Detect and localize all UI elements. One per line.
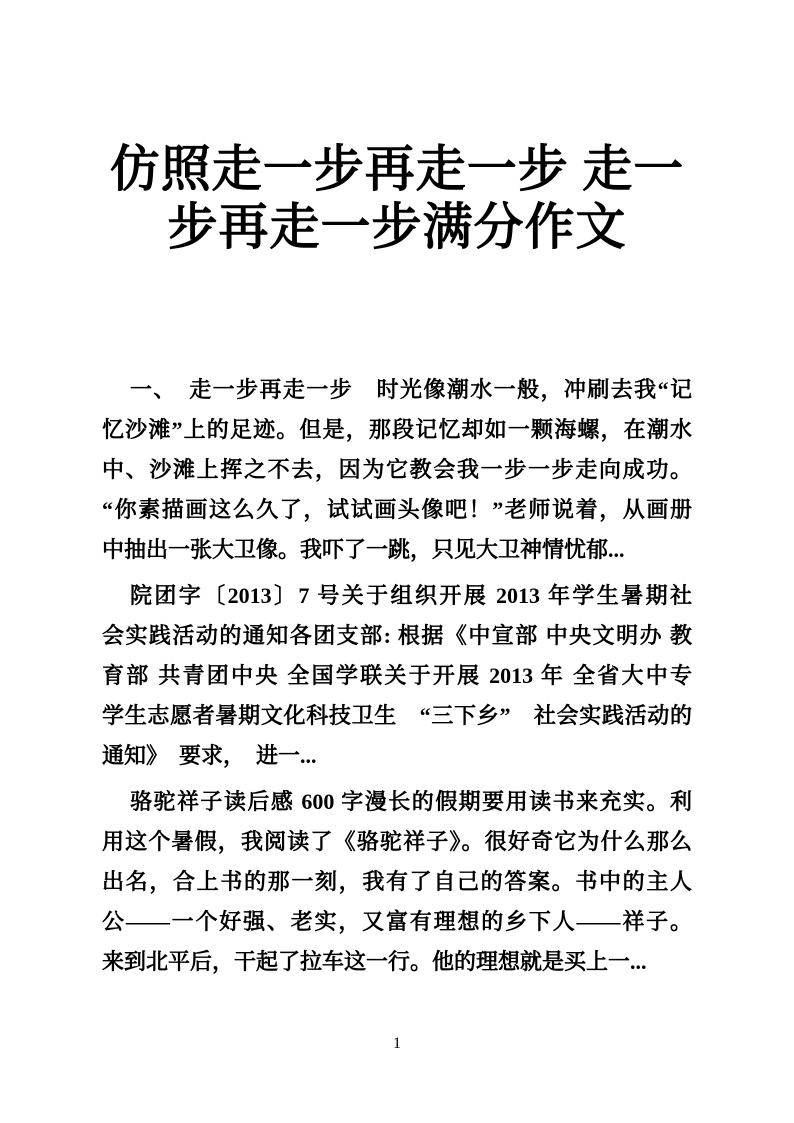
paragraph-3-line-2: 用这个暑假，我阅读了《骆驼祥子》。很好奇它为什么那么 <box>102 829 692 854</box>
title-line-2: 步再走一步满分作文 <box>167 199 627 255</box>
paragraph-1-line-1: 一、 走一步再走一步 时光像潮水一般，冲刷去我“记 <box>130 377 692 402</box>
paragraph-2-line-1: 院团字〔2013〕7 号关于组织开展 2013 年学生暑期社 <box>130 583 692 608</box>
paragraph-3-line-4: 公——一个好强、老实，又富有理想的乡下人——祥子。 <box>102 909 692 934</box>
document-title <box>0 0 794 256</box>
paragraph-3-line-5: 来到北平后，干起了拉车这一行。他的理想就是买上一... <box>102 949 647 974</box>
paragraph-2 <box>102 576 692 776</box>
paragraph-2-line-2: 会实践活动的通知各团支部: 根据《中宣部 中央文明办 教 <box>102 623 692 648</box>
paragraph-2-line-5: 通知》 要求， 进一... <box>102 743 317 768</box>
title-line-1: 仿照走一步再走一步 走一 <box>109 141 685 197</box>
page-number: 1 <box>393 1035 401 1052</box>
paragraph-1 <box>102 370 692 570</box>
paragraph-2-line-4: 学生志愿者暑期文化科技卫生 “三下乡” 社会实践活动的 <box>102 703 692 728</box>
paragraph-2-line-3: 育部 共青团中央 全国学联关于开展 2013 年 全省大中专 <box>102 663 692 688</box>
paragraph-1-line-2: 忆沙滩”上的足迹。但是，那段记忆却如一颗海螺，在潮水 <box>102 417 692 442</box>
document-body <box>102 370 692 982</box>
paragraph-3-line-1: 骆驼祥子读后感 600 字漫长的假期要用读书来充实。利 <box>130 789 692 814</box>
paragraph-1-line-3: 中、沙滩上挥之不去，因为它教会我一步一步走向成功。 <box>102 457 692 482</box>
paragraph-1-line-4: “你素描画这么久了，试试画头像吧！”老师说着，从画册 <box>102 497 692 522</box>
paragraph-1-line-5: 中抽出一张大卫像。我吓了一跳，只见大卫神情忧郁... <box>102 537 625 562</box>
paragraph-3 <box>102 782 692 982</box>
paragraph-3-line-3: 出名，合上书的那一刻，我有了自己的答案。书中的主人 <box>102 869 692 894</box>
